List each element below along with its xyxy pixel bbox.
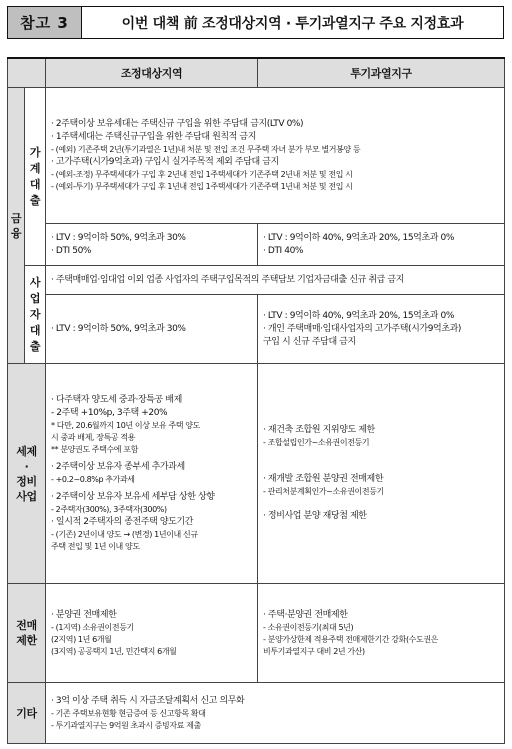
tax-line: - 2주택자(300%), 3주택자(300%): [51, 505, 167, 515]
resale-line: (3지역) 공공택지 1년, 민간택지 6개월: [51, 646, 177, 656]
household-ltv-adjusted: [46, 224, 258, 266]
ltv-line: · LTV : 9억이하 40%, 9억초과 20%, 15억초과 0%: [263, 232, 454, 243]
household-ltv-speculation: [258, 224, 505, 266]
redevelopment-line: - 관리처분계획인가~소유권이전등기: [263, 487, 384, 497]
tax-line: - +0.2~0.8%p 추가과세: [51, 475, 135, 485]
tax-adjusted: [46, 364, 258, 584]
subcategory-business-loan: 사업자대출: [25, 266, 46, 364]
tax-redevelopment-row: [8, 364, 505, 584]
household-rule-line: · 고가주택(시가9억초과) 구입시 실거주목적 제외 주담대 금지: [51, 157, 279, 168]
tax-line: 시 중과 배제, 장특공 적용: [51, 433, 135, 443]
business-rule-line: · 주택매매업·임대업 이외 업종 사업자의 주택구입목적의 주택담보 기업자금대출 신규 취급 금지: [51, 274, 404, 285]
ltv-line: · LTV : 9억이하 40%, 9억초과 20%, 15억초과 0%: [263, 310, 454, 321]
resale-line: - 소유권이전등기(최대 5년): [263, 622, 354, 632]
tax-line: · 2주택이상 보유자 보유세 세부담 상한 상향: [51, 492, 215, 503]
redevelopment-line: · 재개발 조합원 분양권 전매제한: [263, 474, 384, 485]
tax-speculation: [258, 364, 505, 584]
resale-line: · 분양권 전매제한: [51, 609, 117, 620]
resale-restriction-row: [8, 583, 505, 682]
finance-business-ltv-row: [8, 295, 505, 364]
household-common-rules: [46, 88, 505, 224]
ltv-line: · LTV : 9억이하 50%, 9억초과 30%: [51, 323, 186, 334]
tax-line: * 다만, 20.6월까지 10년 이상 보유 주택 양도: [51, 421, 200, 431]
redevelopment-line: · 정비사업 분양 재당첨 제한: [263, 511, 367, 522]
resale-line: 비투기과열지구 대비 2년 가산): [263, 646, 365, 656]
resale-line: - 분양가상한제 적용주택 전매제한기간 강화(수도권은: [263, 634, 438, 644]
finance-household-ltv-row: [8, 224, 505, 266]
resale-adjusted: [46, 583, 258, 682]
section-tag: 참고 3: [8, 7, 82, 38]
household-rule-line: - (예외) 기존주택 2년(투기과열은 1년)내 처분 및 전입 조건 무주택 자녀 분가 부모 별거봉양 등: [51, 145, 361, 155]
corner-cell: [8, 58, 46, 88]
other-line: · 3억 이상 주택 취득 시 자금조달계획서 신고 의무화: [51, 695, 245, 706]
column-header-speculation-zone: 투기과열지구: [258, 58, 505, 88]
household-rule-line: · 2주택이상 보유세대는 주택신규 구입을 위한 주담대 금지(LTV 0%): [51, 119, 304, 130]
business-rule-line: · 개인 주택매매·임대사업자의 고가주택(시가9억초과): [263, 323, 462, 334]
other-line: - 기존 주택보유현황 현금증여 등 신고항목 확대: [51, 708, 206, 718]
tax-line: - (기존) 2년이내 양도 → (변경) 1년이내 신규: [51, 530, 198, 540]
finance-household-common-row: [8, 88, 505, 224]
redevelopment-line: - 조합설립인가~소유권이전등기: [263, 438, 370, 448]
category-resale-restriction: 전매 제한: [8, 583, 46, 682]
tax-line: · 2주택이상 보유자 종부세 추가과세: [51, 462, 185, 473]
tax-line: ** 분양권도 주택수에 포함: [51, 445, 138, 455]
household-rule-line: - (예외-조정) 무주택세대가 구입 후 2년내 전입 1주택세대가 기존주택 2년내 처분 및 전입 시: [51, 170, 353, 180]
business-ltv-adjusted: [46, 295, 258, 364]
category-tax-redevelopment: 세제 · 정비 사업: [8, 364, 46, 584]
dti-line: · DTI 50%: [51, 245, 92, 256]
redevelopment-line: · 재건축 조합원 지위양도 제한: [263, 425, 375, 436]
tax-line: · 일시적 2주택자의 종전주택 양도기간: [51, 517, 194, 528]
business-common-rule: [46, 266, 505, 295]
business-ltv-speculation: [258, 295, 505, 364]
tax-line: 주택 전입 및 1년 이내 양도: [51, 542, 140, 552]
category-finance: 금융: [8, 88, 25, 364]
header-bar: [7, 6, 504, 39]
tax-line: - 2주택 +10%p, 3주택 +20%: [51, 408, 168, 419]
column-header-adjusted-area: 조정대상지역: [46, 58, 258, 88]
finance-business-common-row: [8, 266, 505, 295]
resale-speculation: [258, 583, 505, 682]
other-rules: [46, 683, 505, 744]
household-rule-line: · 1주택세대는 주택신규구입을 위한 주담대 원칙적 금지: [51, 132, 257, 143]
dti-line: · DTI 40%: [263, 245, 304, 256]
resale-line: - (1지역) 소유권이전등기: [51, 622, 134, 632]
ltv-line: · LTV : 9억이하 50%, 9억초과 30%: [51, 232, 186, 243]
household-rule-line: - (예외-투기) 무주택세대가 구입 후 1년내 전입 1주택세대가 기존주택 1년내 처분 및 전입 시: [51, 182, 353, 192]
category-other: 기타: [8, 683, 46, 744]
page-title: 이번 대책 前 조정대상지역 · 투기과열지구 주요 지정효과: [121, 15, 464, 32]
other-row: [8, 683, 505, 744]
column-header-row: [8, 58, 505, 88]
business-rule-line: 구입 시 신규 주담대 금지: [263, 336, 356, 347]
tax-line: · 다주택자 양도세 중과·장특공 배제: [51, 395, 182, 406]
comparison-table: [7, 57, 505, 744]
other-line: - 투기과열지구는 9억원 초과시 증빙자료 제출: [51, 720, 201, 730]
subcategory-household-loan: 가계대출: [25, 88, 46, 266]
resale-line: (2지역) 1년 6개월: [51, 634, 112, 644]
resale-line: · 주택·분양권 전매제한: [263, 609, 348, 620]
